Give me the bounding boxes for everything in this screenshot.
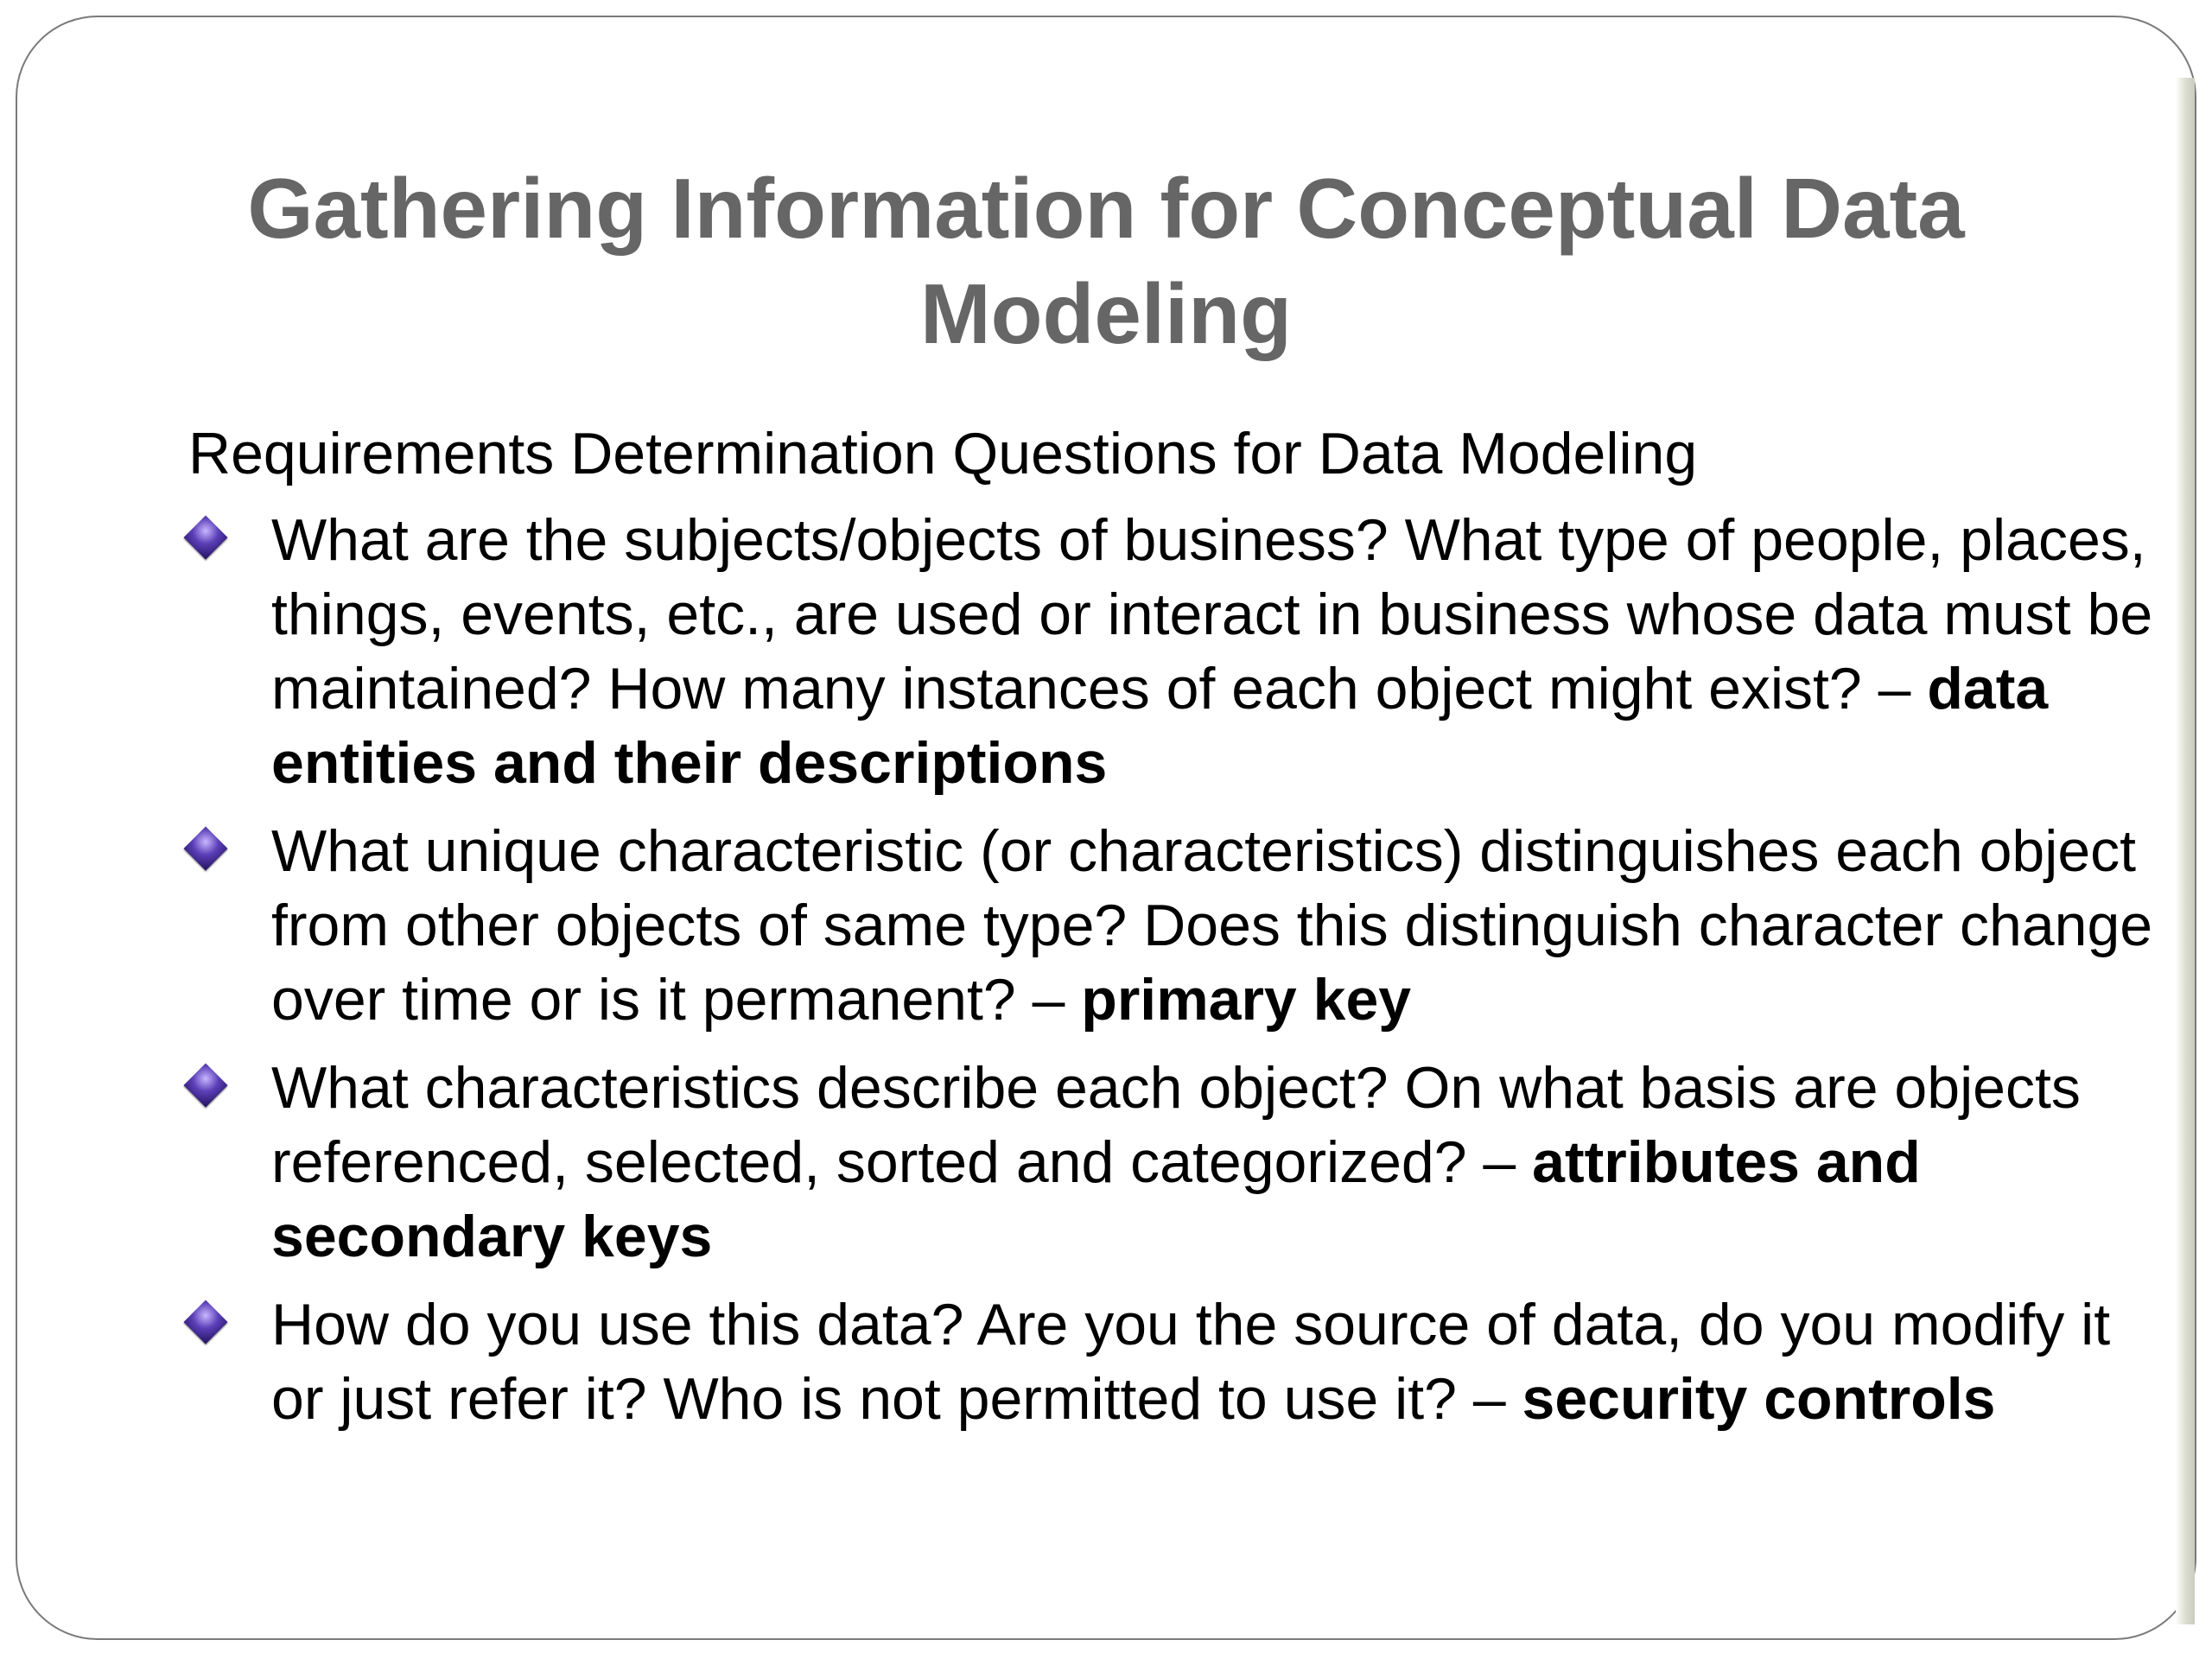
bullet-emphasis: primary key xyxy=(1081,967,1412,1033)
bullet-item-security xyxy=(188,1287,2167,1436)
bullet-text: How do you use this data? Are you the source of data, do you modify it or just refer it? Who is not permitted to use it? – xyxy=(271,1292,2111,1432)
bullet-emphasis: data entities and their descriptions xyxy=(271,656,2049,796)
bullet-emphasis: security controls xyxy=(1522,1366,1996,1432)
bullet-text: What unique characteristic (or characteristics) distinguishes each object from other objects of same type? Does this distinguish character change over time or is it permanent? – xyxy=(271,818,2153,1033)
slide-content xyxy=(188,416,2167,1450)
bullet-item-primary-key xyxy=(188,814,2167,1037)
diamond-bullet-icon xyxy=(184,827,228,871)
bullet-item-attributes xyxy=(188,1051,2167,1274)
slide-frame xyxy=(16,16,2196,1640)
slide-title: Gathering Information for Conceptual Data Modeling xyxy=(247,161,1965,361)
slide-subtitle: Requirements Determination Questions for Data Modeling xyxy=(188,421,1698,486)
diamond-bullet-icon xyxy=(184,1064,228,1108)
bullet-text: What are the subjects/objects of business? What type of people, places, things, events, etc., are used or interact in business whose data must be maintained? How many instances of each object might exist? – xyxy=(271,507,2153,721)
bullet-text: What characteristics describe each object? On what basis are objects referenced, selected, sorted and categorized? – xyxy=(271,1055,2081,1195)
bullet-item-entities xyxy=(188,503,2167,800)
bullet-list xyxy=(188,503,2167,1436)
slide-shadow-edge xyxy=(2176,78,2195,1624)
diamond-bullet-icon xyxy=(184,516,228,560)
diamond-bullet-icon xyxy=(184,1300,228,1344)
bullet-emphasis: attributes and secondary keys xyxy=(271,1129,1921,1269)
